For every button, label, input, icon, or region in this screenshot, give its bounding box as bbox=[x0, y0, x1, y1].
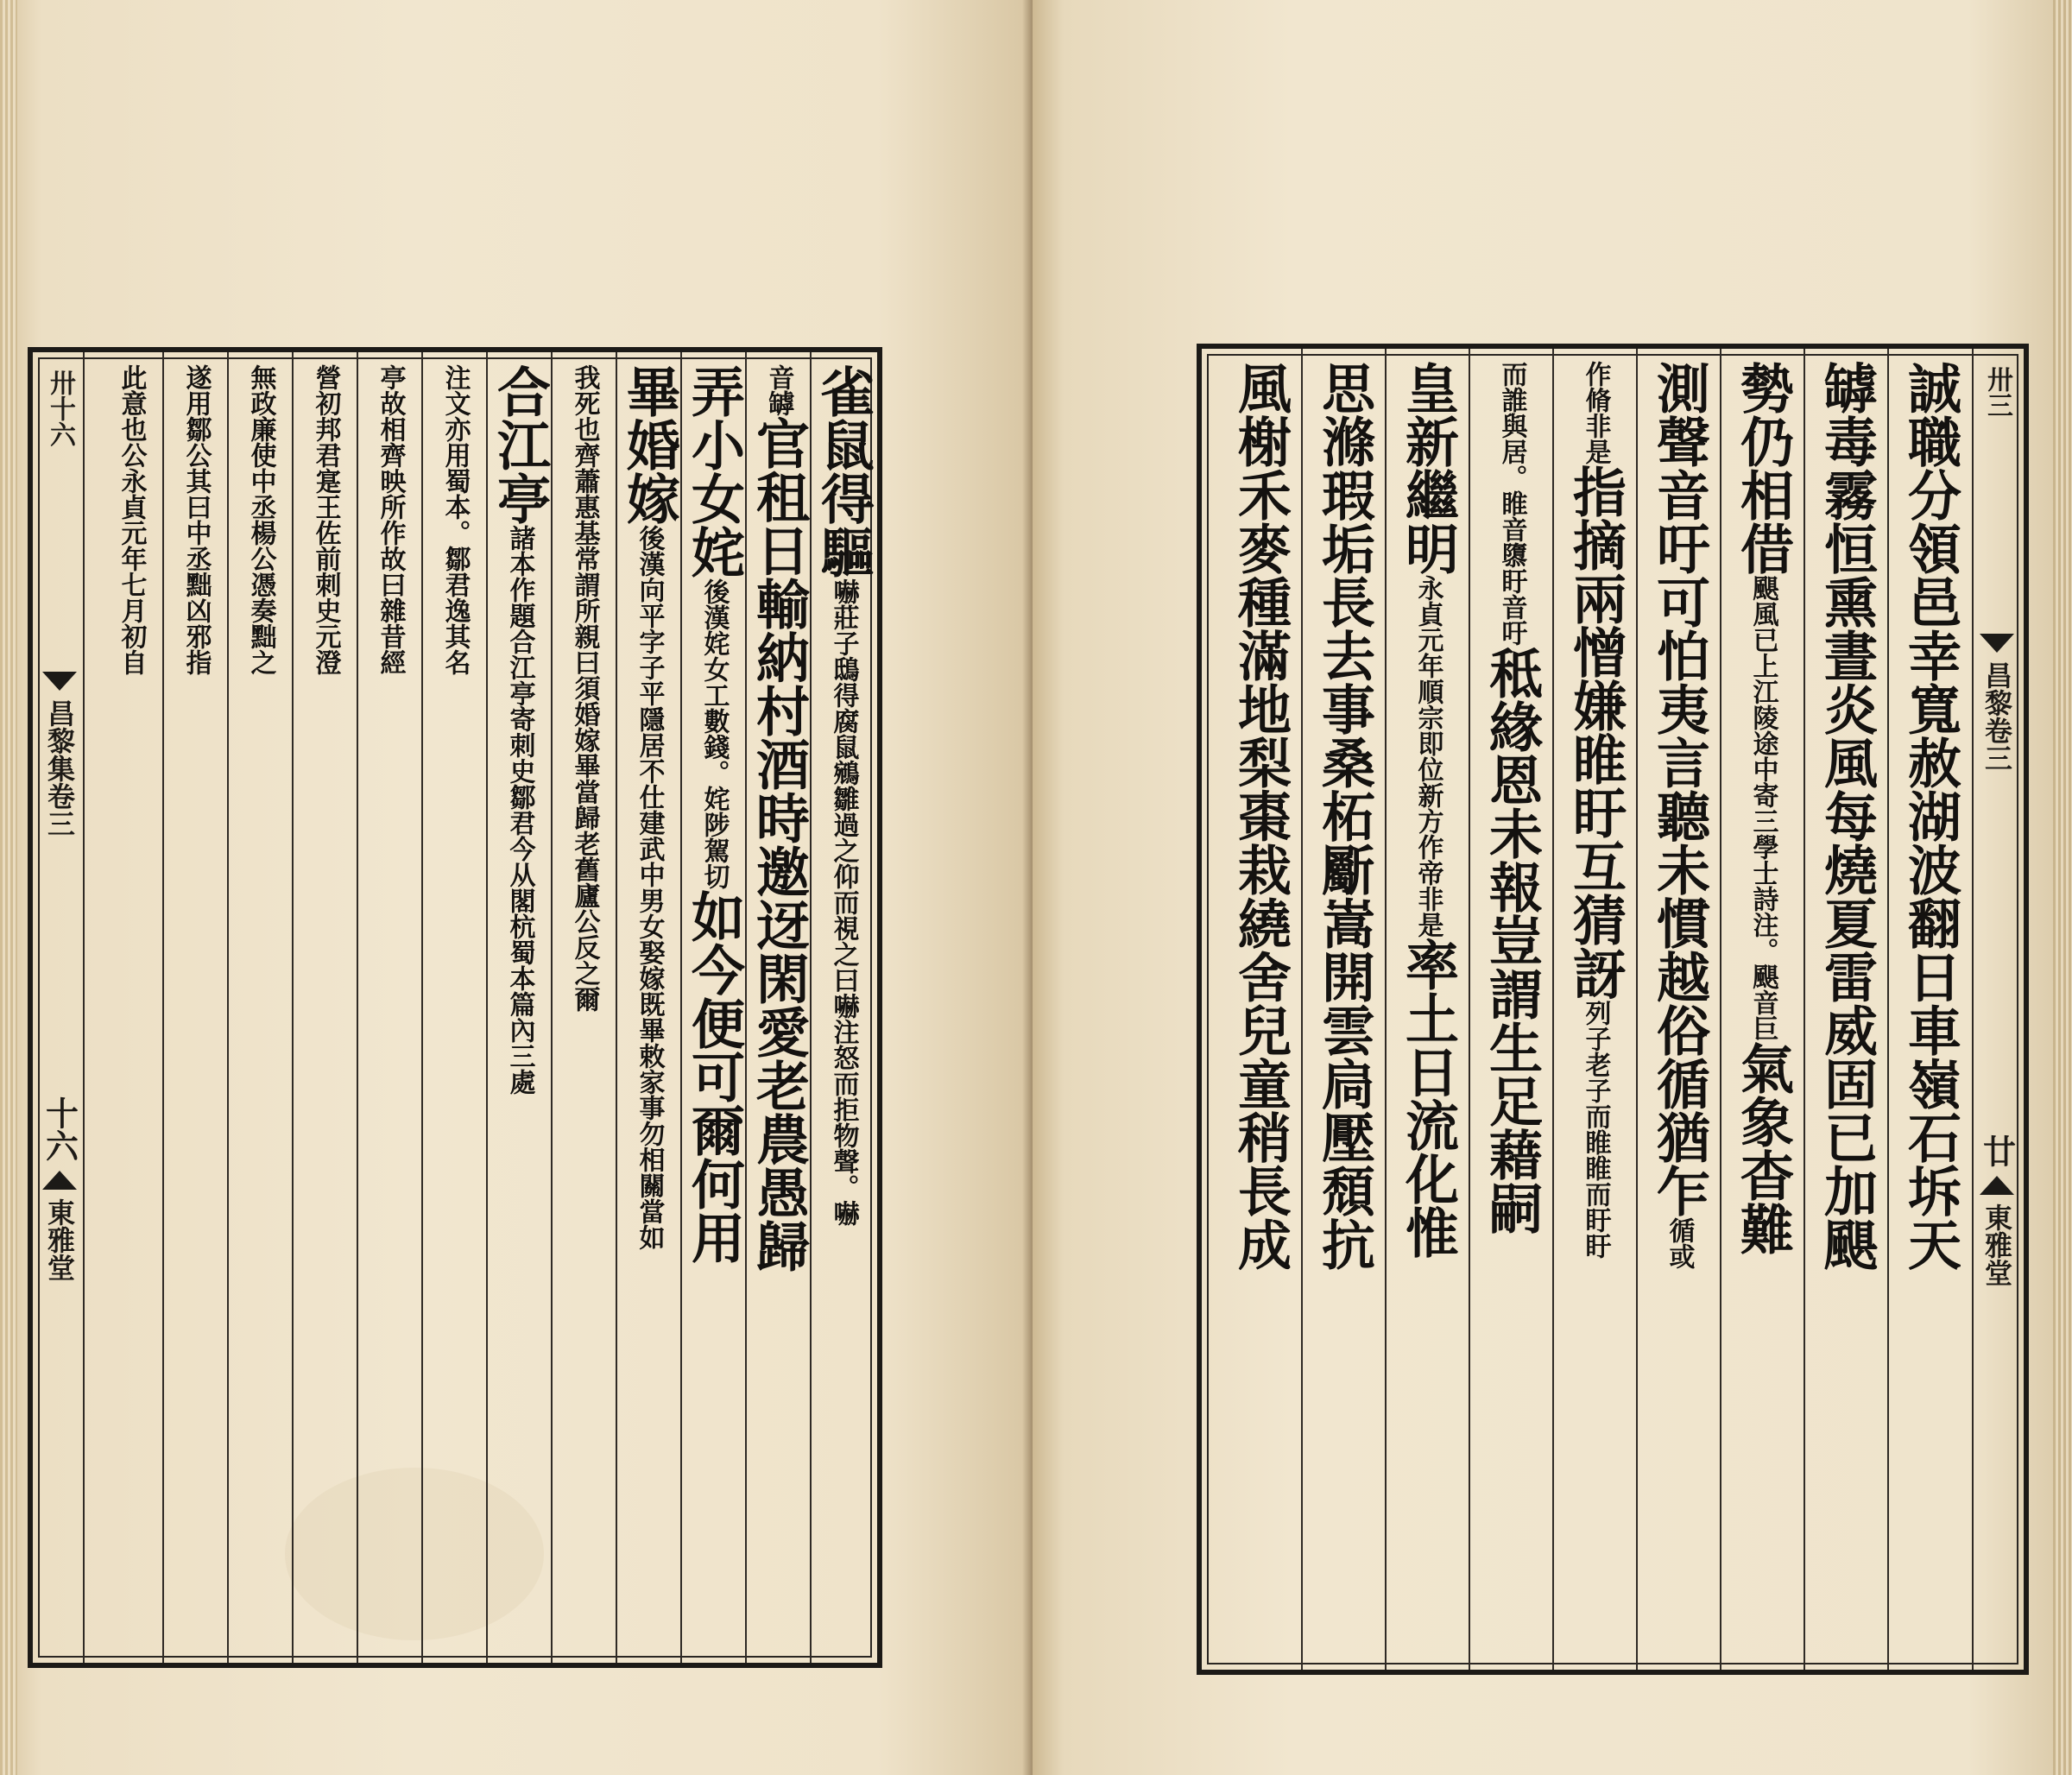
main-text: 如今便可爾何用 bbox=[682, 889, 746, 1264]
main-text: 氣象杳難 bbox=[1731, 1041, 1795, 1255]
text-column bbox=[1218, 349, 1302, 1670]
commentary-text: 颶風已上江陵途中寄三學士詩注。颶音巨 bbox=[1747, 575, 1778, 1041]
main-text: 勢仍相借 bbox=[1731, 361, 1795, 575]
text-column bbox=[228, 352, 293, 1663]
text-column bbox=[746, 352, 811, 1663]
left-banxin bbox=[40, 352, 79, 1663]
commentary-text: 無政廉使中丞楊公憑奏黜之 bbox=[245, 364, 276, 675]
text-column bbox=[1553, 349, 1637, 1670]
text-column bbox=[357, 352, 422, 1663]
commentary-text: 後漢向平字子平隱居不仕建武中男女娶嫁既畢敕家事勿相關當如 bbox=[634, 525, 665, 1250]
right-folio: 卅三 bbox=[1982, 366, 2012, 418]
commentary-text: 音 bbox=[763, 364, 794, 390]
right-studio-name: 東雅堂 bbox=[1980, 1203, 2013, 1286]
left-folio: 卅十六 bbox=[45, 370, 75, 447]
main-text: 合江亭 bbox=[488, 364, 552, 525]
main-text: 測聲音吁可怕夷言聽未慣越俗循猶乍 bbox=[1647, 361, 1711, 1217]
text-column bbox=[1469, 349, 1553, 1670]
right-page-edge bbox=[2053, 0, 2072, 1775]
fish-tail-upper bbox=[42, 672, 77, 691]
left-studio-name: 東雅堂 bbox=[43, 1198, 76, 1281]
commentary-text: 後漢姹女工數錢。姹陟駕切 bbox=[698, 578, 730, 889]
fish-tail-lower bbox=[1980, 1176, 2014, 1195]
text-column bbox=[616, 352, 681, 1663]
text-column bbox=[1721, 349, 1804, 1670]
main-text: 率土日流化惟 bbox=[1396, 938, 1460, 1259]
text-column bbox=[552, 352, 616, 1663]
main-text: 風榭禾麥種滿地梨棗栽繞舍兒童稍長成 bbox=[1229, 361, 1292, 1271]
commentary-text: 而誰與居。睢音隳盱音吁 bbox=[1496, 361, 1527, 646]
text-column bbox=[1637, 349, 1721, 1670]
commentary-text: 永貞元年順宗即位新方作帝非是 bbox=[1412, 575, 1443, 938]
right-page bbox=[1033, 0, 2072, 1775]
left-leaf-number: 十六 bbox=[40, 1096, 79, 1162]
text-column bbox=[163, 352, 228, 1663]
banxin-rule bbox=[1972, 349, 1974, 1670]
main-text: 思滌瑕垢長去事桑柘斸嵩開雲扃壓頹抗 bbox=[1312, 361, 1376, 1271]
right-leaf-number: 廿 bbox=[1977, 1134, 2017, 1167]
text-column bbox=[1302, 349, 1386, 1670]
commentary-text: 作脩非是 bbox=[1580, 361, 1611, 464]
left-page-edge bbox=[0, 0, 17, 1775]
commentary-text: 嚇莊子鴟得腐鼠鵷雛過之仰而視之曰嚇注怒而拒物聲 bbox=[828, 578, 859, 1174]
main-text: 畢婚嫁 bbox=[617, 364, 681, 525]
left-running-title: 昌黎集卷三 bbox=[43, 699, 76, 837]
left-page bbox=[0, 0, 1033, 1775]
commentary-text: 罅 bbox=[763, 390, 794, 416]
right-banxin bbox=[1977, 349, 2017, 1670]
main-text: 皇新繼明 bbox=[1396, 361, 1460, 575]
text-column bbox=[487, 352, 552, 1663]
text-column bbox=[811, 352, 875, 1663]
commentary-text: 注文亦用蜀本。鄒君逸其名 bbox=[439, 364, 471, 675]
commentary-text: 循或 bbox=[1664, 1217, 1695, 1269]
main-text: 弄小女姹 bbox=[682, 364, 746, 578]
text-column bbox=[422, 352, 487, 1663]
commentary-text: 遂用鄒公其曰中丞黜凶邪指 bbox=[180, 364, 212, 675]
main-text: 罅毒霧恒熏晝炎風每燒夏雷威固已加颶 bbox=[1815, 361, 1879, 1271]
main-text: 秪緣恩未報豈謂生足藉嗣 bbox=[1480, 646, 1544, 1235]
text-column bbox=[1386, 349, 1469, 1670]
commentary-text: 我死也齊蕭惠基常謂所親曰須婚嫁畢當歸老舊廬公反之爾 bbox=[569, 364, 600, 1012]
commentary-text: 此意也公永貞元年七月初自 bbox=[116, 364, 147, 675]
text-column bbox=[681, 352, 746, 1663]
commentary-text: 營初邦君寔王佐前刺史元澄 bbox=[310, 364, 341, 675]
text-column bbox=[293, 352, 357, 1663]
main-text: 雀鼠得驅 bbox=[812, 364, 875, 578]
text-column bbox=[1804, 349, 1888, 1670]
left-text-frame bbox=[28, 347, 882, 1668]
main-text: 指摘兩憎嫌睢盱互猜訝 bbox=[1563, 464, 1627, 1000]
banxin-rule bbox=[83, 352, 85, 1663]
text-column bbox=[98, 352, 163, 1663]
fish-tail-upper bbox=[1980, 634, 2014, 653]
fish-tail-lower bbox=[42, 1171, 77, 1190]
main-text: 官租日輸納村酒時邀迓閑愛老農愚歸 bbox=[747, 416, 811, 1273]
right-text-frame bbox=[1197, 344, 2029, 1675]
commentary-text: 諸本作題合江亭寄刺史鄒君今从閣杭蜀本篇內三處 bbox=[504, 525, 535, 1095]
right-running-title: 昌黎卷三 bbox=[1980, 661, 2013, 772]
commentary-text: 列子老子而睢睢而盱盱 bbox=[1580, 1000, 1611, 1259]
commentary-text: 。嚇 bbox=[828, 1174, 859, 1226]
commentary-text: 亭故相齊映所作故曰雜昔經 bbox=[375, 364, 406, 675]
text-column bbox=[1888, 349, 1972, 1670]
main-text: 誠職分領邑幸寬赦湖波翻日車嶺石坼天 bbox=[1898, 361, 1962, 1271]
